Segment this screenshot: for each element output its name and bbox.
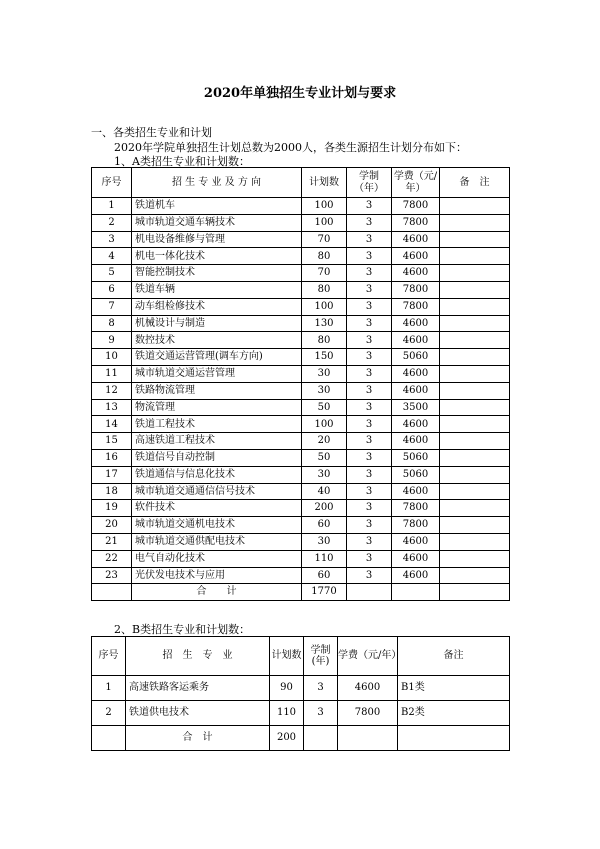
table-a-header-cell: 计划数 xyxy=(302,168,347,198)
table-row xyxy=(92,550,510,567)
table-cell: 1 xyxy=(92,676,126,701)
table-a-header-row xyxy=(92,168,510,198)
table-a xyxy=(91,167,510,601)
table-cell: 9 xyxy=(92,332,132,349)
table-cell: 30 xyxy=(302,533,347,550)
table-cell: 3 xyxy=(347,365,392,382)
table-cell: 19 xyxy=(92,500,132,517)
table-cell xyxy=(440,298,510,315)
table-cell: 智能控制技术 xyxy=(132,265,302,282)
table-row xyxy=(92,298,510,315)
table-b-header-cell: 学费（元/年） xyxy=(338,637,398,676)
table-cell: 3 xyxy=(347,281,392,298)
table-cell: 4600 xyxy=(392,382,440,399)
table-cell: 铁道交通运营管理(调车方向) xyxy=(132,349,302,366)
table-cell: 60 xyxy=(302,567,347,584)
table-row xyxy=(92,214,510,231)
table-cell: 15 xyxy=(92,433,132,450)
table-row xyxy=(92,365,510,382)
table-row xyxy=(92,517,510,534)
table-cell xyxy=(440,349,510,366)
table-cell: 数控技术 xyxy=(132,332,302,349)
table-cell: 21 xyxy=(92,533,132,550)
table-cell: 4600 xyxy=(392,365,440,382)
table-cell: 4600 xyxy=(338,676,398,701)
table-cell: 3 xyxy=(347,214,392,231)
table-cell: 80 xyxy=(302,332,347,349)
table-cell xyxy=(304,726,338,751)
table-b-total-value: 200 xyxy=(270,726,304,751)
table-cell: 7800 xyxy=(392,500,440,517)
table-cell xyxy=(440,265,510,282)
table-cell xyxy=(440,281,510,298)
table-cell: 物流管理 xyxy=(132,399,302,416)
table-cell: 3 xyxy=(347,550,392,567)
table-cell: 3 xyxy=(347,332,392,349)
table-cell: 3500 xyxy=(392,399,440,416)
table-b-header-row xyxy=(92,637,510,676)
table-cell: 4600 xyxy=(392,567,440,584)
page-title: 2020年单独招生专业计划与要求 xyxy=(203,86,397,101)
table-b xyxy=(91,636,510,751)
table-cell: 1 xyxy=(92,198,132,215)
table-cell: 2 xyxy=(92,214,132,231)
table-a-total-value: 1770 xyxy=(302,584,347,601)
table-cell xyxy=(440,533,510,550)
table-cell xyxy=(440,365,510,382)
table-cell xyxy=(440,466,510,483)
table-cell: 城市轨道交通供配电技术 xyxy=(132,533,302,550)
table-cell: 软件技术 xyxy=(132,500,302,517)
table-row xyxy=(92,281,510,298)
table-cell: B2类 xyxy=(398,701,510,726)
table-cell: 3 xyxy=(347,567,392,584)
table-cell: 4 xyxy=(92,248,132,265)
table-row xyxy=(92,231,510,248)
table-cell: 3 xyxy=(347,231,392,248)
table-row xyxy=(92,500,510,517)
table-cell: 铁路物流管理 xyxy=(132,382,302,399)
table-a-header-cell: 学费（元/年） xyxy=(392,168,440,198)
table-cell: 机电一体化技术 xyxy=(132,248,302,265)
table-cell: 3 xyxy=(347,433,392,450)
table-cell xyxy=(440,248,510,265)
table-cell: 50 xyxy=(302,449,347,466)
table-cell: 7800 xyxy=(392,214,440,231)
table-cell: 7800 xyxy=(392,281,440,298)
table-cell: B1类 xyxy=(398,676,510,701)
table-a-total-label: 合 计 xyxy=(132,584,302,601)
table-cell xyxy=(347,584,392,601)
table-row xyxy=(92,533,510,550)
table-cell: 4600 xyxy=(392,550,440,567)
table-b-header-cell: 备注 xyxy=(398,637,510,676)
table-cell: 5060 xyxy=(392,349,440,366)
table-b-caption: 2、B类招生专业和计划数： xyxy=(114,623,251,636)
table-a-header-cell: 序号 xyxy=(92,168,132,198)
table-row xyxy=(92,466,510,483)
table-cell: 50 xyxy=(302,399,347,416)
table-row xyxy=(92,701,510,726)
table-cell xyxy=(440,550,510,567)
table-cell: 200 xyxy=(302,500,347,517)
table-cell: 3 xyxy=(347,298,392,315)
table-cell: 7800 xyxy=(392,298,440,315)
table-cell: 22 xyxy=(92,550,132,567)
table-row xyxy=(92,332,510,349)
table-cell: 3 xyxy=(347,248,392,265)
table-cell: 30 xyxy=(302,466,347,483)
table-row xyxy=(92,433,510,450)
table-cell: 3 xyxy=(347,198,392,215)
table-cell: 3 xyxy=(347,533,392,550)
table-row xyxy=(92,676,510,701)
table-cell: 23 xyxy=(92,567,132,584)
table-cell xyxy=(92,584,132,601)
table-cell: 3 xyxy=(347,315,392,332)
table-cell xyxy=(440,416,510,433)
table-cell xyxy=(440,198,510,215)
table-cell: 30 xyxy=(302,365,347,382)
table-cell: 14 xyxy=(92,416,132,433)
table-cell: 100 xyxy=(302,214,347,231)
table-cell: 40 xyxy=(302,483,347,500)
table-cell: 铁道供电技术 xyxy=(126,701,270,726)
table-cell: 100 xyxy=(302,298,347,315)
table-cell xyxy=(440,433,510,450)
table-cell xyxy=(440,214,510,231)
table-cell: 80 xyxy=(302,281,347,298)
table-cell: 4600 xyxy=(392,483,440,500)
table-cell: 13 xyxy=(92,399,132,416)
table-row xyxy=(92,382,510,399)
table-row xyxy=(92,567,510,584)
table-cell xyxy=(392,584,440,601)
table-cell: 70 xyxy=(302,231,347,248)
table-cell: 16 xyxy=(92,449,132,466)
table-b-header-cell: 计划数 xyxy=(270,637,304,676)
table-cell: 4600 xyxy=(392,533,440,550)
table-cell: 4600 xyxy=(392,332,440,349)
table-cell: 3 xyxy=(347,500,392,517)
table-cell: 光伏发电技术与应用 xyxy=(132,567,302,584)
table-cell: 30 xyxy=(302,382,347,399)
table-row xyxy=(92,449,510,466)
table-cell xyxy=(338,726,398,751)
table-cell: 7800 xyxy=(338,701,398,726)
table-cell: 80 xyxy=(302,248,347,265)
table-a-caption: 1、A类招生专业和计划数： xyxy=(114,155,250,168)
table-cell: 6 xyxy=(92,281,132,298)
table-cell: 100 xyxy=(302,198,347,215)
table-row xyxy=(92,248,510,265)
table-cell: 7800 xyxy=(392,198,440,215)
table-cell: 3 xyxy=(347,466,392,483)
table-row xyxy=(92,315,510,332)
table-cell: 8 xyxy=(92,315,132,332)
table-cell: 20 xyxy=(92,517,132,534)
table-cell: 3 xyxy=(304,701,338,726)
table-row xyxy=(92,483,510,500)
table-cell: 90 xyxy=(270,676,304,701)
table-cell xyxy=(440,584,510,601)
table-cell xyxy=(440,315,510,332)
table-b-header-cell: 序号 xyxy=(92,637,126,676)
table-cell: 5 xyxy=(92,265,132,282)
table-cell: 4600 xyxy=(392,433,440,450)
table-cell: 150 xyxy=(302,349,347,366)
table-cell: 4600 xyxy=(392,315,440,332)
table-cell: 60 xyxy=(302,517,347,534)
table-cell: 3 xyxy=(347,517,392,534)
table-cell xyxy=(440,483,510,500)
table-cell: 高速铁路客运乘务 xyxy=(126,676,270,701)
table-cell: 铁道信号自动控制 xyxy=(132,449,302,466)
table-cell xyxy=(440,231,510,248)
table-row xyxy=(92,349,510,366)
table-cell: 铁道车辆 xyxy=(132,281,302,298)
table-cell: 3 xyxy=(347,399,392,416)
table-cell: 4600 xyxy=(392,248,440,265)
table-row xyxy=(92,198,510,215)
table-cell: 动车组检修技术 xyxy=(132,298,302,315)
table-cell: 110 xyxy=(302,550,347,567)
table-b-total-row xyxy=(92,726,510,751)
table-cell: 城市轨道交通运营管理 xyxy=(132,365,302,382)
table-row xyxy=(92,399,510,416)
table-cell: 18 xyxy=(92,483,132,500)
table-b-header-cell: 招 生 专 业 xyxy=(126,637,270,676)
table-cell: 电气自动化技术 xyxy=(132,550,302,567)
table-a-header-cell: 备 注 xyxy=(440,168,510,198)
table-cell: 100 xyxy=(302,416,347,433)
table-cell: 11 xyxy=(92,365,132,382)
table-cell: 4600 xyxy=(392,416,440,433)
table-cell: 3 xyxy=(347,449,392,466)
table-cell xyxy=(440,567,510,584)
table-cell: 2 xyxy=(92,701,126,726)
table-cell: 12 xyxy=(92,382,132,399)
table-cell xyxy=(440,449,510,466)
table-row xyxy=(92,265,510,282)
table-cell: 130 xyxy=(302,315,347,332)
table-b-header-cell: 学制(年) xyxy=(304,637,338,676)
table-cell: 5060 xyxy=(392,449,440,466)
table-cell: 机电设备维修与管理 xyxy=(132,231,302,248)
table-b-total-label: 合 计 xyxy=(126,726,270,751)
table-cell xyxy=(398,726,510,751)
table-cell: 城市轨道交通车辆技术 xyxy=(132,214,302,231)
table-cell: 铁道通信与信息化技术 xyxy=(132,466,302,483)
table-a-total-row xyxy=(92,584,510,601)
table-cell: 3 xyxy=(347,416,392,433)
table-cell: 7 xyxy=(92,298,132,315)
table-cell: 4600 xyxy=(392,265,440,282)
table-cell: 110 xyxy=(270,701,304,726)
table-cell: 3 xyxy=(347,349,392,366)
table-cell xyxy=(92,726,126,751)
table-cell: 3 xyxy=(347,265,392,282)
table-a-header-cell: 学制（年） xyxy=(347,168,392,198)
table-cell: 铁道机车 xyxy=(132,198,302,215)
table-row xyxy=(92,416,510,433)
table-cell: 70 xyxy=(302,265,347,282)
table-cell: 20 xyxy=(302,433,347,450)
table-cell: 10 xyxy=(92,349,132,366)
table-cell xyxy=(440,517,510,534)
table-cell xyxy=(440,382,510,399)
table-cell: 17 xyxy=(92,466,132,483)
table-a-header-cell: 招 生 专 业 及 方 向 xyxy=(132,168,302,198)
table-cell: 3 xyxy=(347,382,392,399)
section-heading: 一、各类招生专业和计划 xyxy=(91,126,212,139)
table-cell: 机械设计与制造 xyxy=(132,315,302,332)
table-cell: 高速铁道工程技术 xyxy=(132,433,302,450)
table-cell: 3 xyxy=(92,231,132,248)
table-cell: 城市轨道交通机电技术 xyxy=(132,517,302,534)
table-cell xyxy=(440,500,510,517)
table-cell: 铁道工程技术 xyxy=(132,416,302,433)
table-cell: 7800 xyxy=(392,517,440,534)
table-cell: 5060 xyxy=(392,466,440,483)
table-cell: 城市轨道交通通信信号技术 xyxy=(132,483,302,500)
table-cell: 3 xyxy=(304,676,338,701)
intro-paragraph: 2020年学院单独招生计划总数为2000人，各类生源招生计划分布如下： xyxy=(114,141,467,154)
table-cell: 3 xyxy=(347,483,392,500)
table-cell: 4600 xyxy=(392,231,440,248)
table-cell xyxy=(440,399,510,416)
table-cell xyxy=(440,332,510,349)
